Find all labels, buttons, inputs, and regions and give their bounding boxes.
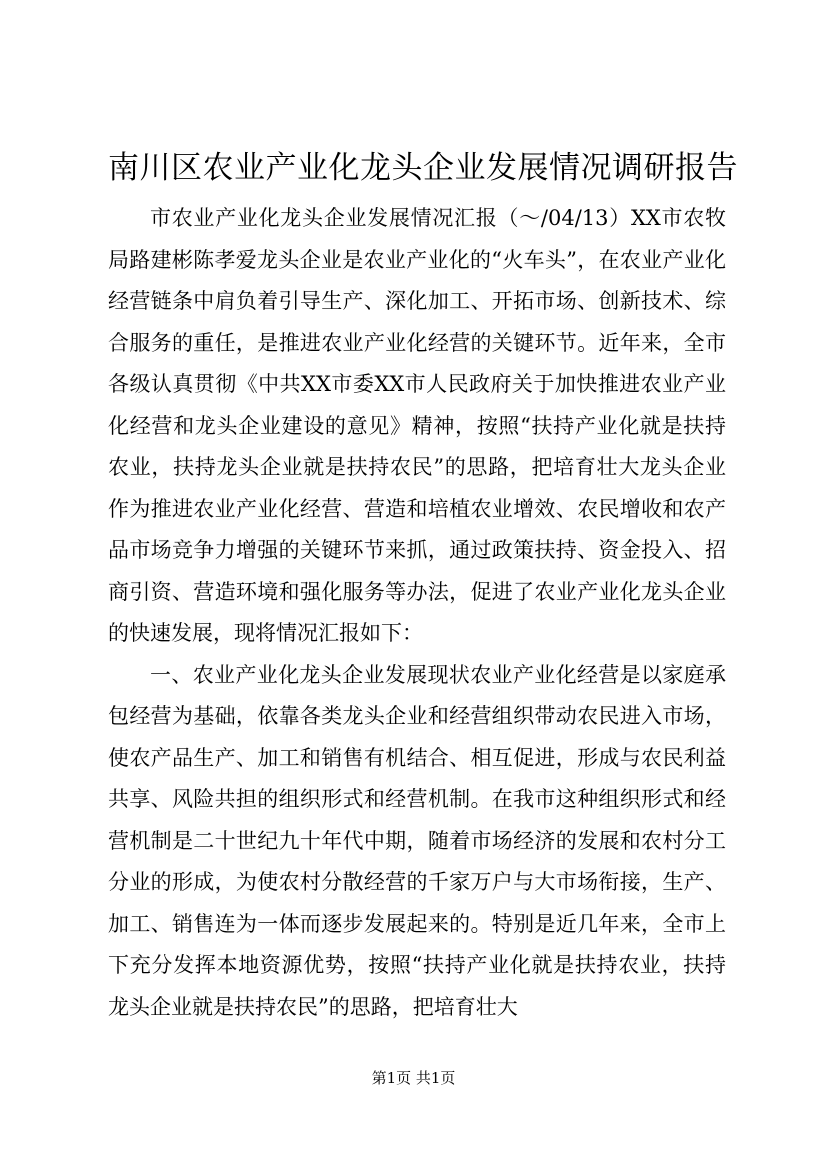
paragraph-section-one: 一、农业产业化龙头企业发展现状农业产业化经营是以家庭承包经营为基础，依靠各类龙头企业和经营组织带动农民进入市场，使农产品生产、加工和销售有机结合、相互促进，形成与农民利益共享、风险共担的组织形式和经营机制。在我市这种组织形式和经营机制是二十世纪九十年代中期，随着市场经济的发展和农村分工分业的形成，为使农村分散经营的千家万户与大市场衔接，生产、加工、销售连为一体而逐步发展起来的。特别是近几年来，全市上下充分发挥本地资源优势，按照“扶持产业化就是扶持农业，扶持龙头企业就是扶持农民”的思路，把培育壮大 — [108, 662, 726, 1019]
document-body — [108, 198, 726, 1028]
document-title: 南川区农业产业化龙头企业发展情况调研报告 — [108, 150, 738, 186]
page-footer: 第1页 共1页 — [371, 1069, 456, 1087]
paragraph-intro: 市农业产业化龙头企业发展情况汇报（～/04/13）XX市农牧局路建彬陈孝爱龙头企业是农业产业化的“火车头”，在农业产业化经营链条中肩负着引导生产、深化加工、开拓市场、创新技术、综合服务的重任，是推进农业产业化经营的关键环节。近年来，全市各级认真贯彻《中共XX市委XX市人民政府关于加快推进农业产业化经营和龙头企业建设的意见》精神，按照“扶持产业化就是扶持农业，扶持龙头企业就是扶持农民”的思路，把培育壮大龙头企业作为推进农业产业化经营、营造和培植农业增效、农民增收和农产品市场竞争力增强的关键环节来抓，通过政策扶持、资金投入、招商引资、营造环境和强化服务等办法，促进了农业产业化龙头企业的快速发展，现将情况汇报如下： — [108, 206, 726, 645]
